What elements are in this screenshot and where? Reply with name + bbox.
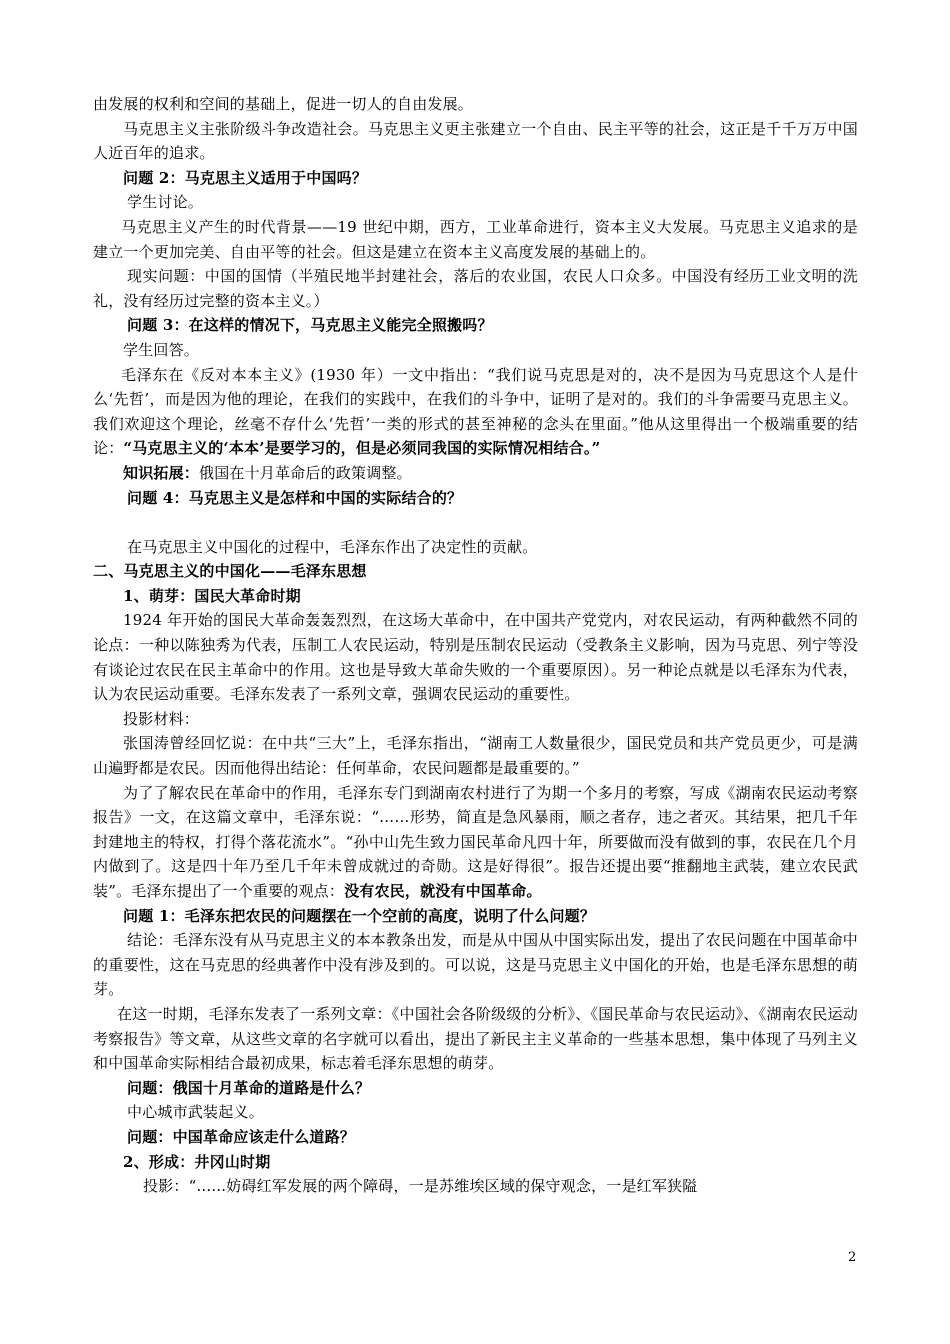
paragraph <box>93 559 858 584</box>
paragraph-text: 马克思主义产生的时代背景——19 世纪中期，西方，工业革命进行，资本主义大发展。马克思主义追求的是建立一个更加完美、自由平等的社会。但这是建立在资本主义高度发展的基础上的。 <box>93 217 858 261</box>
paragraph <box>93 1002 858 1076</box>
paragraph <box>93 781 858 904</box>
paragraph-text: 由发展的权利和空间的基础上，促进一切人的自由发展。 <box>93 95 474 113</box>
blank-line <box>93 510 858 535</box>
paragraph-text: 在马克思主义中国化的过程中，毛泽东作出了决定性的贡献。 <box>127 537 538 556</box>
paragraph <box>93 166 858 191</box>
bold-text: 问题 3：在这样的情况下，马克思主义能完全照搬吗？ <box>127 316 493 335</box>
bold-conclusion: “马克思主义的‘本本’是要学习的，但是必须同我国的实际情况相结合。” <box>123 439 601 458</box>
bold-text: 二、马克思主义的中国化——毛泽东思想 <box>93 562 367 581</box>
bold-text: 问题：俄国十月革命的道路是什么？ <box>127 1078 371 1097</box>
paragraph <box>93 535 858 560</box>
paragraph-text: 投影：“......妨碍红军发展的两个障碍，一是苏维埃区域的保守观念，一是红军狭隘 <box>143 1177 698 1196</box>
paragraph <box>93 461 858 486</box>
paragraph-text: 中心城市武装起义。 <box>127 1103 264 1122</box>
paragraph-text: 现实问题：中国的国情（半殖民地半封建社会，落后的农业国，农民人口众多。中国没有经历工业文明的洗礼，没有经历过完整的资本主义。） <box>93 267 858 310</box>
bold-text: 问题 1：毛泽东把农民的问题摆在一个空前的高度，说明了什么问题？ <box>123 906 596 925</box>
paragraph <box>93 1150 858 1175</box>
paragraph-text: 为了了解农民在革命中的作用，毛泽东专门到湖南农村进行了为期一个多月的考察，写成《湖南农民运动考察报告》一文，在这篇文章中，毛泽东说：“……形势，简直是急风暴雨，顺之者存，违之者灭。其结果，把几千年封建地主的特权，打得个落花流水”。“孙中山先生致力国民革命凡四十年，所要做而没有做到的事，农民在几个月内做到了。这是四十年乃至几千年未曾成就过的奇勋。这是好得很”。报告还提出要“推翻地主武装，建立农民武装”。毛泽东提出了一个重要的观点： <box>93 783 858 900</box>
paragraph <box>93 486 858 511</box>
paragraph-text: 俄国在十月革命后的政策调整。 <box>199 463 412 482</box>
paragraph <box>93 338 858 363</box>
paragraph <box>93 313 858 338</box>
paragraph-text: 毛泽东在《反对本本主义》(1930 年）一文中指出：“我们说马克思是对的，决不是因为马克思这个人是什么‘先哲’，而是因为他的理论，在我们的实践中，在我们的斗争中，证明了是对的。我们的斗争需要马克思主义。我们欢迎这个理论，丝毫不存什么‘先哲’一类的形式的甚至神秘的念头在里面。”他从这里得出一个极端重要的结论： <box>93 365 858 458</box>
paragraph-text: 投影材料： <box>123 709 200 728</box>
paragraph <box>93 608 858 706</box>
bold-text: 知识拓展： <box>123 463 200 482</box>
paragraph <box>93 584 858 609</box>
paragraph <box>93 731 858 780</box>
document-page <box>93 92 858 1199</box>
page-number: 2 <box>848 1250 857 1265</box>
bold-text: 问题 2：马克思主义适用于中国吗？ <box>123 168 368 187</box>
paragraph <box>93 215 858 264</box>
paragraph <box>93 1076 858 1101</box>
bold-text: 问题 4：马克思主义是怎样和中国的实际结合的？ <box>127 488 463 507</box>
paragraph-text: 学生回答。 <box>123 340 200 359</box>
paragraph <box>93 117 858 166</box>
paragraph-text: 在这一时期，毛泽东发表了一系列文章：《中国社会各阶级级的分析》、《国民革命与农民运动》、《湖南农民运动考察报告》等文章，从这些文章的名字就可以看出，提出了新民主主义革命的一些基本思想，集中体现了马列主义和中国革命实际相结合最初成果，标志着毛泽东思想的萌芽。 <box>93 1004 858 1073</box>
paragraph <box>93 264 858 313</box>
paragraph-text: 张国涛曾经回忆说：在中共“三大”上，毛泽东指出，“湖南工人数量很少，国民党员和共产党员更少，可是满山遍野都是农民。因而他得出结论：任何革命，农民问题都是最重要的。” <box>93 734 858 778</box>
paragraph <box>93 1125 858 1150</box>
bold-text: 问题：中国革命应该走什么道路？ <box>127 1127 356 1146</box>
paragraph <box>93 1100 858 1125</box>
paragraph-text: 1924 年开始的国民大革命轰轰烈烈，在这场大革命中，在中国共产党党内，对农民运动，有两种截然不同的论点：一种以陈独秀为代表，压制工人农民运动，特别是压制农民运动（受教条主义影响，因为马克思、列宁等没有谈论过农民在民主革命中的作用。这也是导致大革命失败的一个重要原因）。另一种论点就是以毛泽东为代表，认为农民运动重要。毛泽东发表了一系列文章，强调农民运动的重要性。 <box>93 611 858 704</box>
paragraph <box>93 707 858 732</box>
paragraph <box>93 363 858 461</box>
paragraph <box>93 928 858 1002</box>
bold-text: 2、形成：井冈山时期 <box>123 1152 271 1171</box>
paragraph <box>93 1174 858 1199</box>
paragraph-text: 结论：毛泽东没有从马克思主义的本本教条出发，而是从中国从中国实际出发，提出了农民问题在中国革命中的重要性，这在马克思的经典著作中没有涉及到的。可以说，这是马克思主义中国化的开始，也是毛泽东思想的萌芽。 <box>93 931 858 999</box>
bold-text: 1、萌芽：国民大革命时期 <box>123 586 301 605</box>
paragraph-text: 马克思主义主张阶级斗争改造社会。马克思主义更主张建立一个自由、民主平等的社会，这正是千千万万中国人近百年的追求。 <box>93 119 858 163</box>
paragraph <box>93 92 858 117</box>
paragraph <box>93 190 858 215</box>
paragraph <box>93 904 858 929</box>
paragraph-text: 学生讨论。 <box>127 193 204 212</box>
bold-conclusion: 没有农民，就没有中国革命。 <box>344 882 542 900</box>
